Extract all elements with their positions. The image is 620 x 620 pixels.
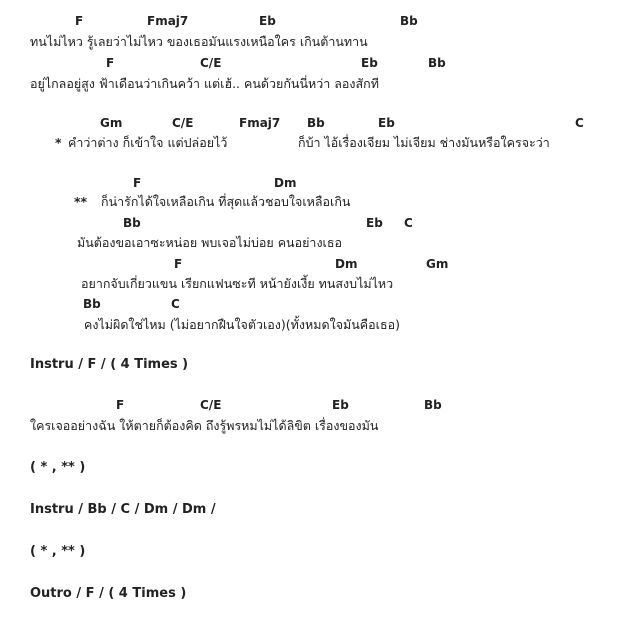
- lyric-line: ก็บ้า ไอ้เรื่องเจียม ไม่เจียม ช่างมันหรือใครจะว่า: [298, 135, 550, 150]
- chord: Gm: [426, 257, 449, 271]
- section-marker: *: [55, 135, 62, 150]
- chord: Bb: [307, 116, 325, 130]
- chord: Eb: [378, 116, 395, 130]
- lyric-line: มันต้องขอเอาซะหน่อย พบเจอไม่บ่อย คนอย่างเธอ: [77, 235, 342, 250]
- chord: C: [404, 216, 413, 230]
- chord: F: [75, 14, 84, 28]
- chord: F: [133, 176, 142, 190]
- chord: C: [575, 116, 584, 130]
- chord: Fmaj7: [147, 14, 189, 28]
- chord: Bb: [428, 56, 446, 70]
- chord: Dm: [274, 176, 297, 190]
- chord: F: [116, 398, 125, 412]
- lyric-line: อยู่ไกลอยู่สูง ฟ้าเดือนว่าเกินคว้า แต่เฮ้.. คนด้วยกันนี่หว่า ลองสักที: [30, 76, 379, 91]
- chord: Eb: [361, 56, 378, 70]
- lyric-line: คำว่าต่าง ก็เข้าใจ แต่ปล่อยไว้: [68, 135, 228, 150]
- chord: Bb: [424, 398, 442, 412]
- chord: Fmaj7: [239, 116, 281, 130]
- chord: Eb: [332, 398, 349, 412]
- chord: Bb: [123, 216, 141, 230]
- lyric-line: คงไม่ผิดใช่ไหม (ไม่อยากฝืนใจตัวเอง)(ทั้งหมดใจมันคือเธอ): [84, 317, 400, 332]
- lyric-line: อยากจับเกี่ยวแขน เรียกแฟนซะที หน้ายังเงี้ย ทนสงบไม่ไหว: [81, 276, 394, 291]
- chord: C/E: [172, 116, 194, 130]
- lyric-line: ก็น่ารักได้ใจเหลือเกิน ที่สุดแล้วชอบใจเหลือเกิน: [101, 194, 351, 209]
- chord: Bb: [83, 297, 101, 311]
- chord: F: [106, 56, 115, 70]
- chord: Eb: [366, 216, 383, 230]
- chord: F: [174, 257, 183, 271]
- chord: Dm: [335, 257, 358, 271]
- chord: Gm: [100, 116, 123, 130]
- chord: Bb: [400, 14, 418, 28]
- chord: Eb: [259, 14, 276, 28]
- section-marker: **: [74, 194, 88, 209]
- chord: C/E: [200, 398, 222, 412]
- outro-line: Outro / F / ( 4 Times ): [30, 586, 187, 601]
- lyric-line: ใครเจออย่างฉัน ให้ตายก็ต้องคิด ถึงรู้พรหมไม่ได้ลิขิต เรื่องของมัน: [30, 418, 379, 433]
- repeat-marker: ( * , ** ): [30, 460, 86, 475]
- lyric-line: ทนไม่ไหว รู้เลยว่าไม่ไหว ของเธอมันแรงเหนือใคร เกินต้านทาน: [30, 34, 368, 49]
- instrumental-line: Instru / F / ( 4 Times ): [30, 357, 189, 372]
- repeat-marker: ( * , ** ): [30, 544, 86, 559]
- chord: C/E: [200, 56, 222, 70]
- chord: C: [171, 297, 180, 311]
- instrumental-line: Instru / Bb / C / Dm / Dm /: [30, 502, 216, 517]
